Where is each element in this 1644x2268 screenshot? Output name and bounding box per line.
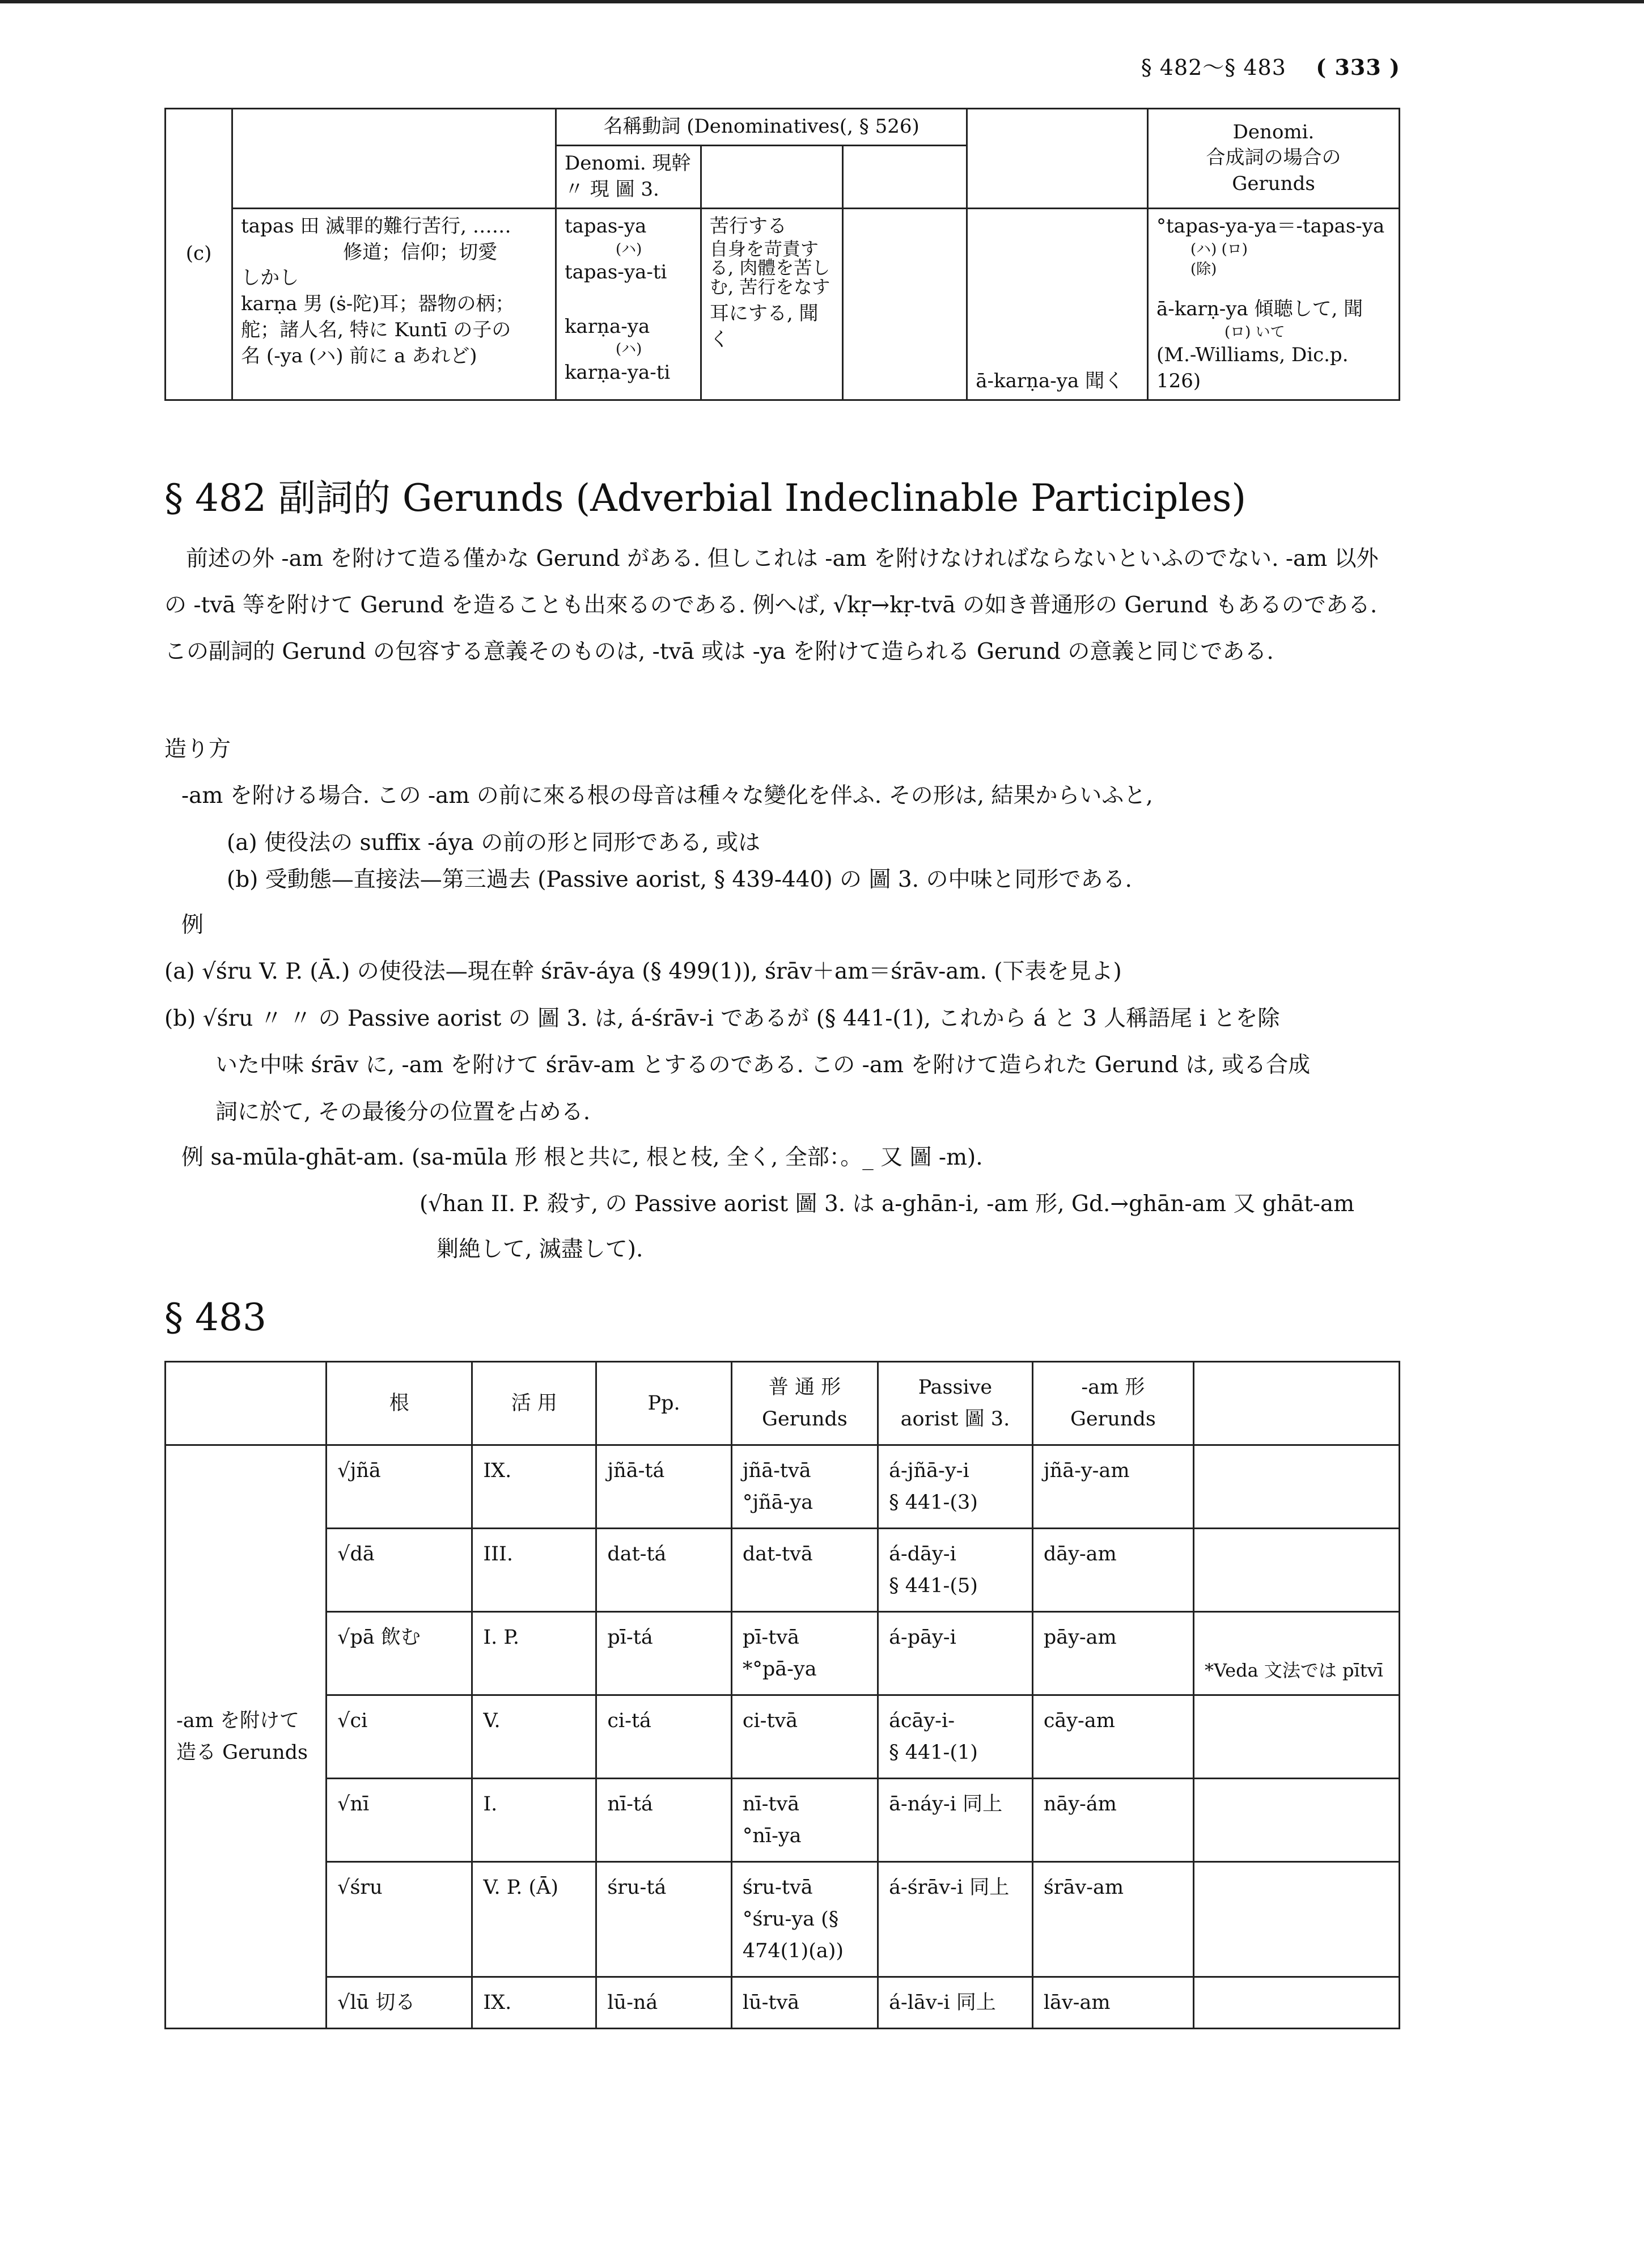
header-gerund: 普 通 形 Gerunds [731,1362,878,1445]
meaning-col: 苦行する 自身を苛責する, 肉體を苦しむ, 苦行をなす 耳にする, 聞く [701,208,842,400]
method-line: -am を附ける場合. この -am の前に來る根の母音は種々な變化を伴ふ. その形は, 結果からいふと, [181,783,1153,809]
meaning-head [701,145,842,208]
gerund: pī-tvā *°pā-ya [731,1612,878,1695]
empty-head [843,145,967,208]
section-482-title: § 482 副詞的 Gerunds (Adverbial Indeclinable Participles) [164,476,1247,520]
aorist: á-jñā-y-i § 441-(3) [878,1445,1033,1529]
root: √pā 飲む [327,1612,472,1695]
forms-col: tapas-ya (ハ) tapas-ya-ti karṇa-ya (ハ) karṇa-ya-ti [556,208,701,400]
root: √jñā [327,1445,472,1529]
pp: śru-tá [596,1862,732,1977]
table-row [166,1977,1400,2029]
note [1193,1445,1399,1529]
table-row [166,1779,1400,1862]
header-am: -am 形 Gerunds [1032,1362,1193,1445]
left-text: tapas 田 滅罪的難行苦行, …… 修道；信仰；切愛 しかし karṇa 男 (ṡ-陀)耳；器物の柄； 舵；諸人名, 特に Kuntī の子の 名 (-ya (ハ) 前に a あれど) [232,208,556,400]
example-b-3: 詞に於て, その最後分の位置を占める. [215,1099,591,1125]
section-range: § 482～§ 483 [1141,55,1286,80]
example-b-2: いた中味 śrāv に, -am を附けて śrāv-am とするのである. この -am を附けて造られた Gerund は, 或る合成 [215,1052,1311,1078]
option-b: (b) 受動態—直接法—第三過去 (Passive aorist, § 439-440) の 圖 3. の中味と同形である. [227,867,1132,892]
note [1193,1529,1399,1612]
note [1193,1695,1399,1779]
tsukurikata: 造り方 [164,737,231,762]
aorist: á-lāv-i 同上 [878,1977,1033,2029]
am-form: jñā-y-am [1032,1445,1193,1529]
section-482-para1: 前述の外 -am を附けて造る僅かな Gerund がある. 但しこれは -am を附けなければならないといふのでない. -am 以外の -tvā 等を附けて Gerund を造ることも出來るのである. 例へば, √kṛ→kṛ-tvā の如き普通形の Gerund もあるのである. この副詞的 Gerund の包容する意義そのものは, -tvā 或は -ya を附けて造られる Gerund の意義と同じである. [164,546,1379,665]
am-form: pāy-am [1032,1612,1193,1695]
table-row [166,1612,1400,1695]
row-label: (c) [166,109,232,400]
example-a: (a) √śru V. P. (Ā.) の使役法—現在幹 śrāv-áya (§ 499(1)), śrāv＋am＝śrāv-am. (下表を見よ) [164,959,1122,984]
group-label: -am を附けて造る Gerunds [166,1445,327,2029]
pp: nī-tá [596,1779,732,1862]
root: √śru [327,1862,472,1977]
left-blank [232,109,556,209]
section-483-title: § 483 [164,1296,266,1339]
gerund: jñā-tvā °jñā-ya [731,1445,878,1529]
gerunds-table [164,1361,1400,2029]
gerund: dat-tvā [731,1529,878,1612]
aorist: á-pāy-i [878,1612,1033,1695]
page-header [1141,50,1400,81]
example-2c: 剿絶して, 滅盡して). [437,1237,643,1262]
am-form: śrāv-am [1032,1862,1193,1977]
example-2: 例 sa-mūla-ghāt-am. (sa-mūla 形 根と共に, 根と枝, 全く, 全部：。_ 又 圖 -m). [181,1145,983,1170]
example-2b: (√han II. P. 殺す, の Passive aorist 圖 3. は a-ghān-i, -am 形, Gd.→ghān-am 又 ghāt-am [420,1191,1355,1217]
akarna-cell: ā-karṇa-ya 聞く [967,208,1148,400]
aorist: á-śrāv-i 同上 [878,1862,1033,1977]
am-form: nāy-ám [1032,1779,1193,1862]
denomi-sub: Denomi. 現幹 〃 現 圖 3. [556,145,701,208]
note: *Veda 文法では pītvī [1193,1612,1399,1695]
top-rule [0,0,1644,3]
gerund: ci-tvā [731,1695,878,1779]
conj: V. P. (Ā) [472,1862,596,1977]
aorist: ā-náy-i 同上 [878,1779,1033,1862]
pp: dat-tá [596,1529,732,1612]
table-row [166,1695,1400,1779]
blank-col [967,109,1148,209]
header-root: 根 [327,1362,472,1445]
denominatives-table [164,108,1400,401]
header-note [1193,1362,1399,1445]
gerund: śru-tvā °śru-ya (§ 474(1)(a)) [731,1862,878,1977]
gerund: lū-tvā [731,1977,878,2029]
am-form: lāv-am [1032,1977,1193,2029]
root: √lū 切る [327,1977,472,2029]
denominatives-header: 名稱動詞 (Denominatives(, § 526) [556,109,967,146]
pp: jñā-tá [596,1445,732,1529]
table-row [166,1862,1400,1977]
conj: I. [472,1779,596,1862]
rei-label: 例 [181,912,204,938]
note [1193,1862,1399,1977]
conj: V. [472,1695,596,1779]
root: √ci [327,1695,472,1779]
note [1193,1977,1399,2029]
conj: I. P. [472,1612,596,1695]
table-row [166,1529,1400,1612]
aorist: á-dāy-i § 441-(5) [878,1529,1033,1612]
header-aorist: Passive aorist 圖 3. [878,1362,1033,1445]
compound-header: Denomi. 合成詞の場合の Gerunds [1148,109,1400,209]
root: √nī [327,1779,472,1862]
am-form: dāy-am [1032,1529,1193,1612]
root: √dā [327,1529,472,1612]
blank-header [166,1362,327,1445]
conj: IX. [472,1977,596,2029]
pp: ci-tá [596,1695,732,1779]
aorist: ácāy-i- § 441-(1) [878,1695,1033,1779]
conj: III. [472,1529,596,1612]
table-header-row [166,1362,1400,1445]
header-pp: Pp. [596,1362,732,1445]
page-number: ( 333 ) [1316,54,1400,80]
table-row [166,1445,1400,1529]
example-b-1: (b) √śru 〃 〃 の Passive aorist の 圖 3. は, á-śrāv-i であるが (§ 441-(1), これから á と 3 人稱語尾 i とを除 [164,1006,1280,1031]
empty-col [843,208,967,400]
gerund-col: °tapas-ya-ya＝-tapas-ya (ハ) (ロ) (除) ā-karṇ-ya 傾聴して, 聞 (ロ) いて (M.-Williams, Dic.p. 126) [1148,208,1400,400]
pp: lū-ná [596,1977,732,2029]
pp: pī-tá [596,1612,732,1695]
option-a: (a) 使役法の suffix -áya の前の形と同形である, 或は [227,830,761,856]
note [1193,1779,1399,1862]
conj: IX. [472,1445,596,1529]
am-form: cāy-am [1032,1695,1193,1779]
header-conj: 活 用 [472,1362,596,1445]
gerund: nī-tvā °nī-ya [731,1779,878,1862]
